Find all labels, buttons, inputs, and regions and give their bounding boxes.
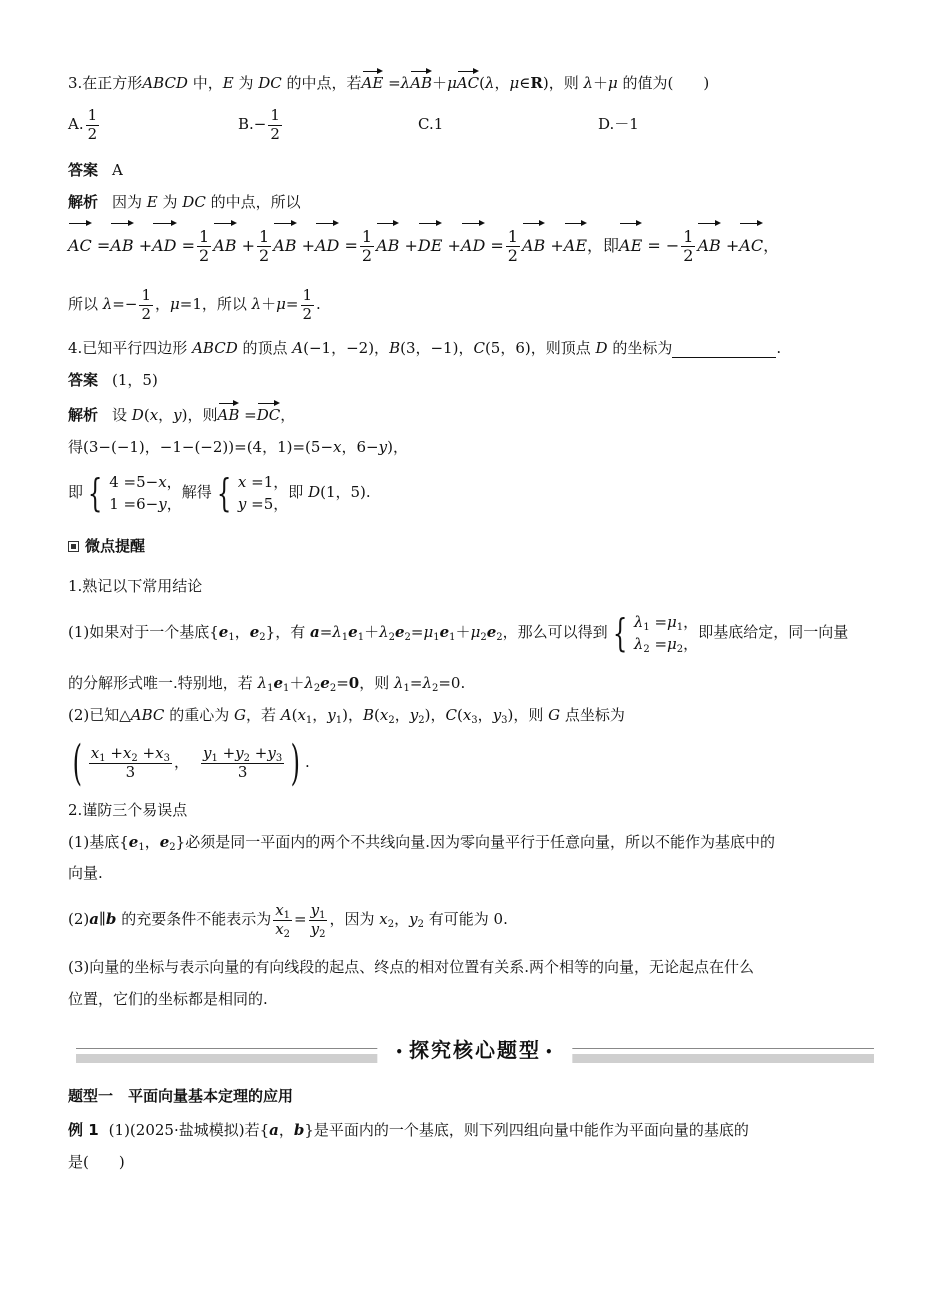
q3-stem: 3.在正方形ABCD 中，E 为 DC 的中点，若AE =λAB＋μAC(λ，μ∈R)，则 λ＋μ 的值为( ) xyxy=(68,70,709,93)
q4-step3: 即 { 4 =5−x， 1 =6−y， 解得 { x =1， y =5， 即 D(1，5). xyxy=(68,471,371,515)
q3-equation: AC =AB +AD = $\frac{1}{2}$ AB + $\frac{1}{2}$ AB +AD = $\frac{1}{2}$ AB +DE +AD = $\frac{1}{2}$ AB +AE，即AE = − $\frac{1}{2}$ AB +AC， xyxy=(68,222,779,267)
section-icon xyxy=(68,541,79,552)
section-banner xyxy=(76,1038,874,1066)
example1-line1: 例 1 (1)(2025·盐城模拟)若{a，b}是平面内的一个基底，则下列四组向量中能作为平面向量的基底的 xyxy=(68,1121,749,1139)
q3-answer: 答案 A xyxy=(68,161,123,179)
q4-step1: 解析 设 D(x，y)，则AB =DC， xyxy=(68,402,295,425)
option-d: D.－1 xyxy=(598,115,639,133)
tips-p1-title: 1.熟记以下常用结论 xyxy=(68,577,203,595)
q4-answer: 答案 (1，5) xyxy=(68,371,158,389)
q3-conclusion: 所以 λ=− $\frac{1}{2}$ ，μ=1，所以 λ＋μ= $\frac{1}{2}$ . xyxy=(68,286,321,323)
tips-p1-b: (2)已知△ABC 的重心为 G，若 $A(x_1$，$y_1$)，$B(x_2$，$y_2$)，$C(x_3$，$y_3$)，则 G 点坐标为 xyxy=(68,706,625,726)
q4-step2: 得(3−(−1)，−1−(−2))=(4，1)=(5−x，6−y)， xyxy=(68,438,408,456)
tips-p2-c1: (3)向量的坐标与表示向量的有向线段的起点、终点的相对位置有关系.两个相等的向量，无论起点在什么 xyxy=(68,958,755,976)
example1-line2: 是( ) xyxy=(68,1153,125,1171)
tips-p2-b: (2)a∥b 的充要条件不能表示为 $\frac{x_1}{x_2}$ = $\frac{y_1}{y_2}$ ，因为 $x_2$，$y_2$ 有可能为 0. xyxy=(68,901,508,940)
tips-p1-a: (1)如果对于一个基底{$e_1$，$e_2$}，有 $a=\lambda_1e_1+\lambda_2e_2=\mu_1e_1+\mu_2e_2$，那么可以得到 { $\lambda_1 =\mu_1$， $\lambda_2 =\mu_2$， 即基底给定，同一向量 xyxy=(68,611,849,655)
tips-p1-a2: 的分解形式唯一.特别地，若 $\lambda_1e_1+\lambda_2e_2=0$，则 $\lambda_1=\lambda_2=0$. xyxy=(68,674,466,694)
tips-p2-a1: (1)基底{$e_1$，$e_2$}必须是同一平面内的两个不共线向量.因为零向量平行于任意向量，所以不能作为基底中的 xyxy=(68,833,775,853)
option-b: B.− $\frac{1}{2}$ xyxy=(238,106,280,143)
tips-p2-a2: 向量. xyxy=(68,864,103,882)
banner-title: • 探究核心题型 • xyxy=(377,1034,572,1063)
option-a: A. $\frac{1}{2}$ xyxy=(68,106,98,143)
type1-title: 题型一 平面向量基本定理的应用 xyxy=(68,1087,294,1105)
option-c: C.1 xyxy=(418,115,444,133)
tips-p2-title: 2.谨防三个易误点 xyxy=(68,801,188,819)
q4-stem: 4.已知平行四边形 ABCD 的顶点 A(−1，−2)，B(3，−1)，C(5，6)，则顶点 D 的坐标为 . xyxy=(68,339,782,357)
tips-p2-c2: 位置，它们的坐标都是相同的. xyxy=(68,990,268,1008)
tips-heading: 微点提醒 xyxy=(68,536,145,556)
tips-p1-b-formula: ( $\frac{x_1 +x_2 +x_3}{3}$ ， $\frac{y_1 +y_2 +y_3}{3}$ ) . xyxy=(72,735,310,791)
q3-analysis: 解析 因为 E 为 DC 的中点，所以 xyxy=(68,193,301,211)
answer-blank xyxy=(672,341,776,358)
